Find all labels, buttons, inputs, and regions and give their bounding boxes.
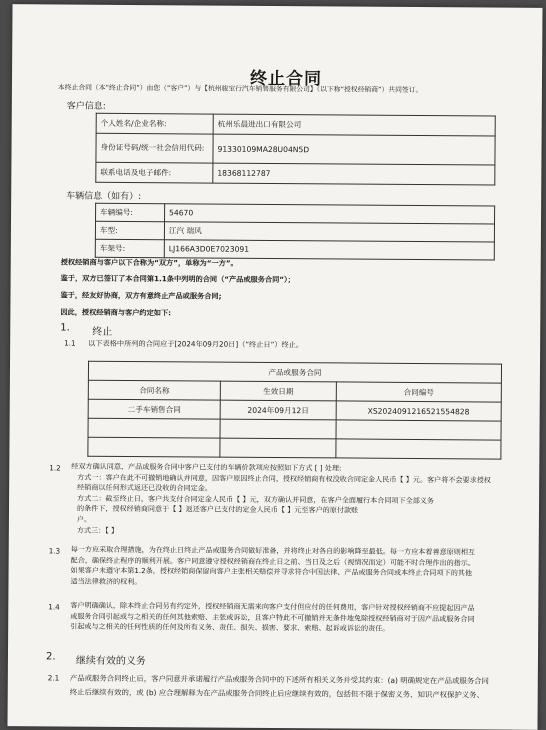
header-effective-date: 生效日期 (220, 381, 336, 401)
customer-section-heading: 客户信息: (66, 101, 106, 112)
document-title: 终止合同 (249, 68, 323, 90)
clause-1-4-number: 1.4 (48, 602, 60, 612)
empty-cell (220, 419, 336, 439)
vehicle-model-label: 车型: (95, 221, 164, 239)
vehicle-model-value: 江汽 瑞风 (164, 222, 494, 242)
clause-line: 的条件下，授权经销商同意于【 】返还客户已支付的定金人民币【 】元至客户的原付款账 (76, 503, 359, 515)
empty-cell (88, 437, 220, 457)
clause-1-3-number: 1.3 (48, 546, 61, 556)
product-table-caption: 产品或服务合同 (88, 361, 501, 383)
section-2-number: 2. (45, 651, 56, 663)
vehicle-section-heading: 车辆信息（如有）: (66, 191, 142, 203)
section-2-title: 继续有效的义务 (75, 655, 146, 668)
clause-line: 方式三：【 】 (76, 525, 119, 535)
clause-line: 配合，确保终止程序的顺利开展。客户同意遵守授权经销商在终止日之前、当日及之后（视情况而定）可能不时合理作出的指示。 (70, 555, 476, 567)
clause-line: 客户明确确认，除本终止合同另有约定外，授权经销商无需来向客户支付但应付的任何费用，客户针对授权经销商不应提起因产品 (70, 600, 475, 613)
parties-definition: 授权经销商与客户以下合称为“双方”，单称为“一方”。 (60, 257, 238, 268)
customer-name-label: 个人姓名/企业名称: (96, 113, 213, 134)
vehicle-vin-label: 车架号: (95, 239, 164, 257)
cell-contract-number: XS2024091216521554828 (336, 401, 501, 421)
table-row (88, 437, 501, 459)
empty-cell (336, 420, 501, 440)
clause-line: 户。 (76, 514, 92, 524)
clause-1-4-text (70, 601, 510, 636)
customer-name-value: 杭州乐晨进出口有限公司 (213, 114, 495, 136)
customer-id-value: 91330109MA28U04N5D (213, 134, 495, 165)
empty-cell (220, 438, 336, 458)
cell-effective-date: 2024年09月12日 (220, 400, 336, 420)
clause-2-1-text (70, 672, 520, 703)
product-contract-table (87, 361, 502, 460)
clause-2-1-number: 2.1 (47, 673, 60, 683)
clause-1-3-text (70, 545, 510, 590)
clause-line: 引起或与之相关的任何性质的任何及所有义务、责任、损失、损害、要求、索赔、起诉或诉讼的责任。 (70, 621, 390, 633)
clause-1-1-text: 以下表格中所列的合同应于[2024年09月20日]（“终止日”）终止。 (88, 338, 304, 350)
vehicle-info-table (95, 203, 495, 261)
table-row (96, 133, 495, 165)
vehicle-vin-value: LJ166A3D0E7023091 (164, 240, 494, 260)
clause-line: 方式一：客户在此不可撤销地确认并同意，因客户原因终止合同，授权经销商有权没收合同定金人民币【 】元。客户将不会要求授权 (77, 472, 491, 485)
clause-line: 经销商以任何形式返还已没收的合同定金。 (77, 482, 212, 493)
clause-line: 终止后继续有效的，或 (b) 应合理解释为在产品或服务合同终止后应继续有效的，包括但不限于保密义务、知识产权保护义务、 (69, 687, 485, 700)
vehicle-number-value: 54670 (165, 204, 495, 224)
section-1-number: 1. (60, 322, 70, 334)
clause-line: 经双方确认同意，产品或服务合同中客户已支付的车辆价款项应按照如下方式 [ ] 处理: (71, 461, 342, 473)
therefore-clause: 因此，授权经销商与客户约定如下: (60, 307, 172, 318)
clause-line: 或服务合同引起或与之相关的任何其他索赔、主张或诉讼，且客户特此不可撤销并无条件地免除授权经销商对于因产品或服务合同 (70, 611, 475, 623)
whereas-clause-2: 鉴于，经友好协商，双方有意终止产品或服务合同; (60, 290, 222, 301)
customer-contact-label: 联系电话及电子邮件: (96, 162, 213, 183)
table-row (96, 162, 495, 185)
clause-line: 产品或服务合同终止后，客户同意并承诺履行产品或服务合同中的下述所有相关义务并受其约束：(a) 明确规定在产品或服务合同 (69, 673, 489, 686)
intro-paragraph: 本终止合同（本“终止合同”）由您（“客户”）与【杭州骏宝行汽车销售服务有限公司】（以下称“授权经销商”）共同签订。 (57, 83, 423, 95)
table-row (96, 113, 495, 136)
header-contract-name: 合同名称 (88, 380, 220, 400)
customer-info-table (95, 113, 495, 186)
section-1-title: 终止 (92, 326, 113, 338)
whereas-clause-1: 鉴于，双方已签订了本合同第1.1条中列明的合同（“产品或服务合同”）； (60, 273, 295, 285)
header-contract-number: 合同编号 (336, 382, 501, 402)
contract-page (7, 4, 542, 730)
customer-contact-value: 18368112787 (213, 163, 495, 185)
empty-cell (88, 418, 220, 438)
empty-cell (336, 439, 501, 459)
clause-line: 方式二：截至终止日，客户共支付合同定金人民币【 】元，双方确认并同意，在客户全面履行本合同项下全部义务 (77, 493, 435, 505)
vehicle-number-label: 车辆编号: (96, 203, 165, 221)
clause-line: 如果客户未遵守本第1.2条，授权经销商保留向客户主张相关赔偿并寻求符合中国法律、产品或服务合同或本终止合同项下的其他 (70, 565, 473, 578)
clause-1-1-number: 1.1 (64, 338, 76, 348)
clause-line: 每一方应采取合理措施，为在终止日终止产品或服务合同做好准备，并将终止对各自的影响降至最低。每一方应本着善意原则相互 (70, 544, 476, 557)
cell-contract-name: 二手车销售合同 (88, 399, 220, 419)
clause-line: 适当法律救济的权利。 (70, 576, 142, 586)
customer-id-label: 身份证号码/统一社会信用代码: (96, 133, 213, 163)
clause-1-2-number: 1.2 (49, 463, 61, 473)
clause-1-2-text (71, 462, 512, 539)
